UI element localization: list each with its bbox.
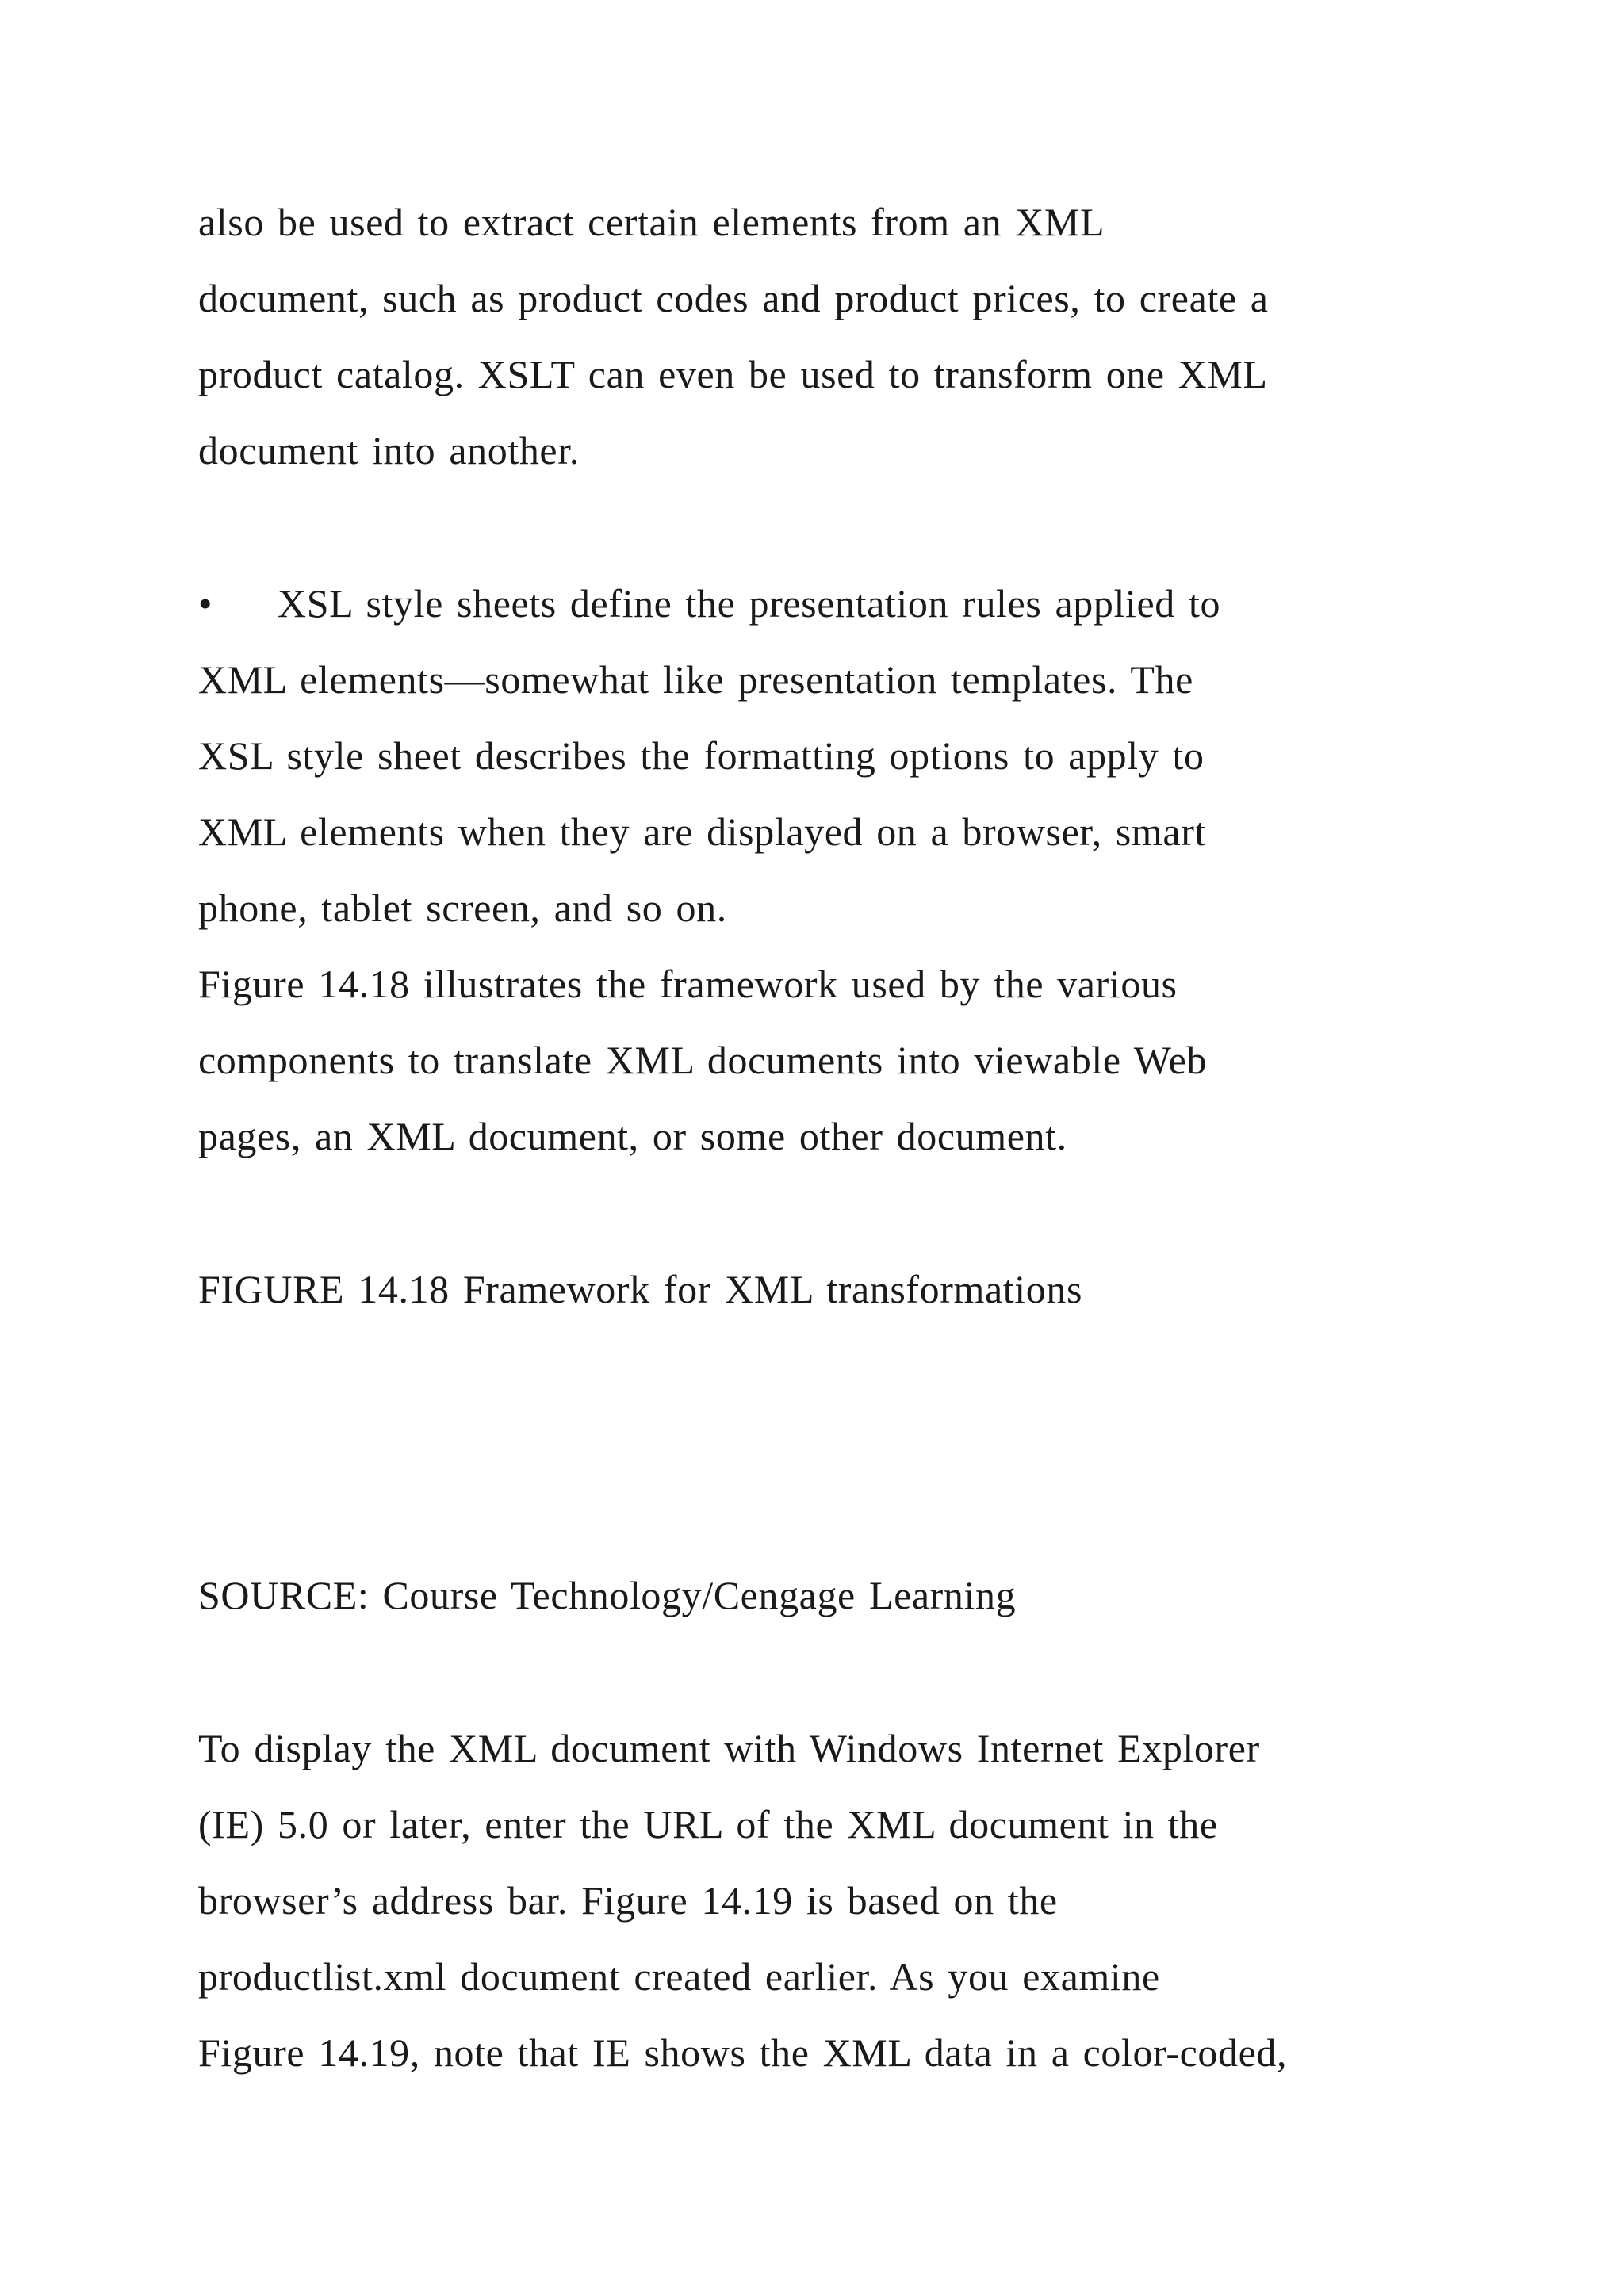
figure-caption: FIGURE 14.18 Framework for XML transformations [198,1267,1083,1311]
paragraph-2-line-1: Figure 14.18 illustrates the framework used by the various [198,962,1178,1006]
paragraph-1-line-4: document into another. [198,428,580,473]
paragraph-2-line-3: pages, an XML document, or some other document. [198,1114,1067,1158]
bullet-marker: • [198,581,213,626]
bullet-item-line-1 [198,580,1220,627]
paragraph-1-line-1: also be used to extract certain elements from an XML [198,200,1105,244]
paragraph-3-line-4: productlist.xml document created earlier. As you examine [198,1954,1160,1999]
paragraph-1-line-3: product catalog. XSLT can even be used to transform one XML [198,352,1268,396]
paragraph-1-line-2: document, such as product codes and product prices, to create a [198,276,1269,320]
bullet-item-line-5: phone, tablet screen, and so on. [198,886,727,930]
bullet-item-line-2: XML elements—somewhat like presentation templates. The [198,657,1193,702]
paragraph-3-line-1: To display the XML document with Windows Internet Explorer [198,1726,1260,1770]
bullet-first-line-text: XSL style sheets define the presentation rules applied to [278,581,1221,626]
paragraph-3-line-2: (IE) 5.0 or later, enter the URL of the XML document in the [198,1802,1218,1846]
bullet-item-line-3: XSL style sheet describes the formatting options to apply to [198,733,1205,778]
bullet-item-line-4: XML elements when they are displayed on a browser, smart [198,809,1206,854]
paragraph-3-line-3: browser’s address bar. Figure 14.19 is based on the [198,1878,1058,1923]
figure-source: SOURCE: Course Technology/Cengage Learning [198,1573,1017,1617]
paragraph-2-line-2: components to translate XML documents into viewable Web [198,1038,1207,1082]
paragraph-3-line-5: Figure 14.19, note that IE shows the XML data in a color-coded, [198,2030,1288,2075]
